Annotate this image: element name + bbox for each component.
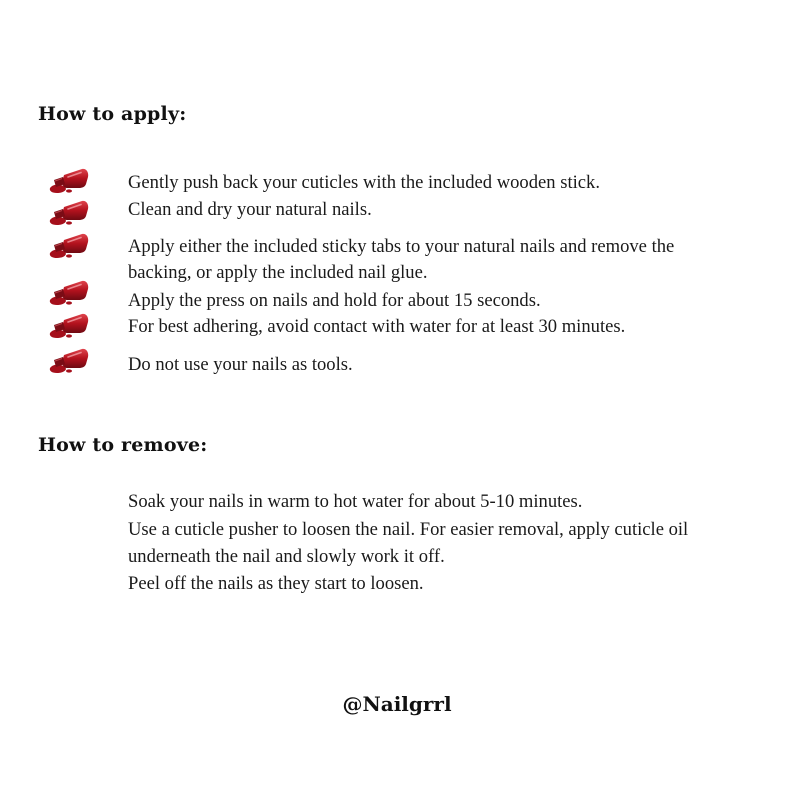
apply-step-line: For best adhering, avoid contact with water for at least 30 minutes.: [128, 316, 626, 337]
apply-step-line: Clean and dry your natural nails.: [128, 199, 372, 220]
nail-polish-icon: [48, 278, 90, 306]
remove-step-line: underneath the nail and slowly work it off.: [128, 546, 445, 567]
nail-polish-icon: [48, 311, 90, 339]
apply-step-line: backing, or apply the included nail glue.: [128, 262, 428, 283]
remove-heading: How to remove:: [38, 434, 208, 456]
remove-step-line: Use a cuticle pusher to loosen the nail. For easier removal, apply cuticle oil: [128, 519, 689, 540]
brand-handle: @Nailgrrl: [342, 692, 452, 716]
apply-step-line: Apply the press on nails and hold for about 15 seconds.: [128, 290, 541, 311]
nail-polish-icon: [48, 166, 90, 194]
apply-step-line: Apply either the included sticky tabs to your natural nails and remove the: [128, 236, 675, 257]
nail-polish-icon: [48, 198, 90, 226]
apply-heading: How to apply:: [38, 103, 187, 125]
nail-polish-icon: [48, 346, 90, 374]
apply-step-line: Gently push back your cuticles with the included wooden stick.: [128, 172, 600, 193]
nail-polish-icon: [48, 231, 90, 259]
remove-step-line: Peel off the nails as they start to loosen.: [128, 573, 424, 594]
remove-step-line: Soak your nails in warm to hot water for about 5-10 minutes.: [128, 491, 583, 512]
apply-step-line: Do not use your nails as tools.: [128, 354, 353, 375]
